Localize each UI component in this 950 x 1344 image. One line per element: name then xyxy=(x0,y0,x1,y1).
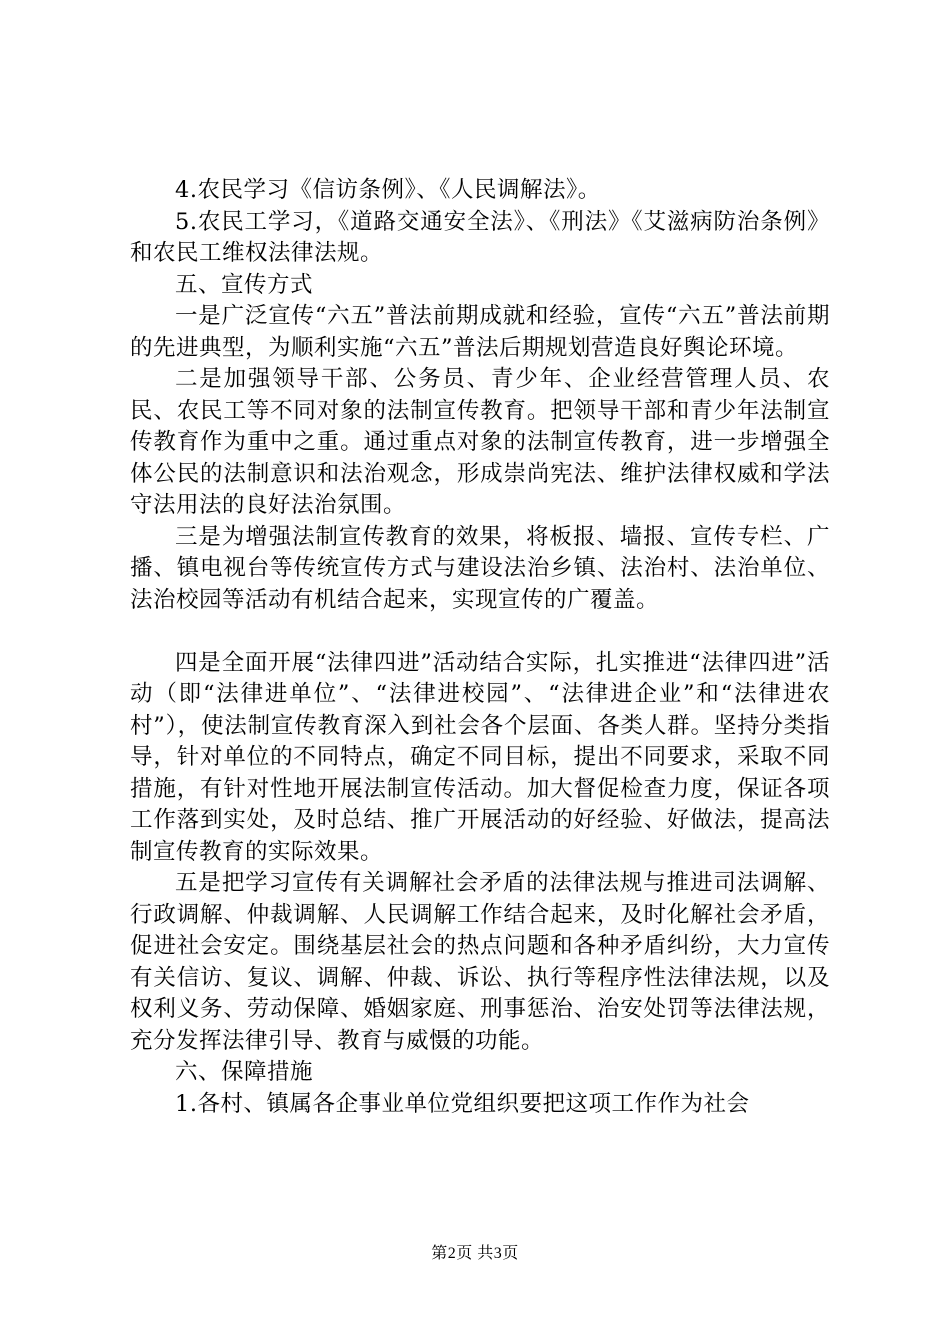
paragraph-method-4: 四是全面开展“法律四进”活动结合实际，扎实推进“法律四进”活动（即“法律进单位”、“法律进校园”、“法律进企业”和“法律进农村”），使法制宣传教育深入到社会各个层面、各类人群。坚持分类指导，针对单位的不同特点，确定不同目标，提出不同要求，采取不同措施，有针对性地开展法制宣传活动。加大督促检查力度，保证各项工作落到实处，及时总结、推广开展活动的好经验、好做法，提高法制宣传教育的实际效果。 xyxy=(130,649,830,865)
section-heading-safeguards: 六、保障措施 xyxy=(175,1059,314,1085)
section-heading-publicity-methods: 五、宣传方式 xyxy=(175,271,314,298)
paragraph-method-5: 五是把学习宣传有关调解社会矛盾的法律法规与推进司法调解、行政调解、仲裁调解、人民调解工作结合起来，及时化解社会矛盾，促进社会安定。围绕基层社会的热点问题和各种矛盾纠纷，大力宣传有关信访、复议、调解、仲裁、诉讼、执行等程序性法律法规，以及权利义务、劳动保障、婚姻家庭、刑事惩治、治安处罚等法律法规，充分发挥法律引导、教育与威慑的功能。 xyxy=(130,870,830,1054)
list-item-4: 4.农民学习《信访条例》、《人民调解法》。 xyxy=(175,177,601,203)
list-item-5: 5.农民工学习，《道路交通安全法》、《刑法》《艾滋病防治条例》和农民工维权法律法规。 xyxy=(130,208,830,266)
paragraph-spacer xyxy=(130,616,830,648)
paragraph-method-1: 一是广泛宣传“六五”普法前期成就和经验，宣传“六五”普法前期的先进典型，为顺利实施“六五”普法后期规划营造良好舆论环境。 xyxy=(130,303,830,361)
document-body xyxy=(130,175,830,1120)
paragraph-method-3: 三是为增强法制宣传教育的效果，将板报、墙报、宣传专栏、广播、镇电视台等传统宣传方式与建设法治乡镇、法治村、法治单位、法治校园等活动有机结合起来，实现宣传的广覆盖。 xyxy=(130,523,830,613)
paragraph-safeguard-1: 1.各村、镇属各企事业单位党组织要把这项工作作为社会 xyxy=(175,1090,750,1117)
paragraph-method-2: 二是加强领导干部、公务员、青少年、企业经营管理人员、农民、农民工等不同对象的法制宣传教育。把领导干部和青少年法制宣传教育作为重中之重。通过重点对象的法制宣传教育，进一步增强全体公民的法制意识和法治观念，形成崇尚宪法、维护法律权威和学法守法用法的良好法治氛围。 xyxy=(130,366,830,518)
page-number-footer: 第2页 共3页 xyxy=(431,1245,519,1262)
